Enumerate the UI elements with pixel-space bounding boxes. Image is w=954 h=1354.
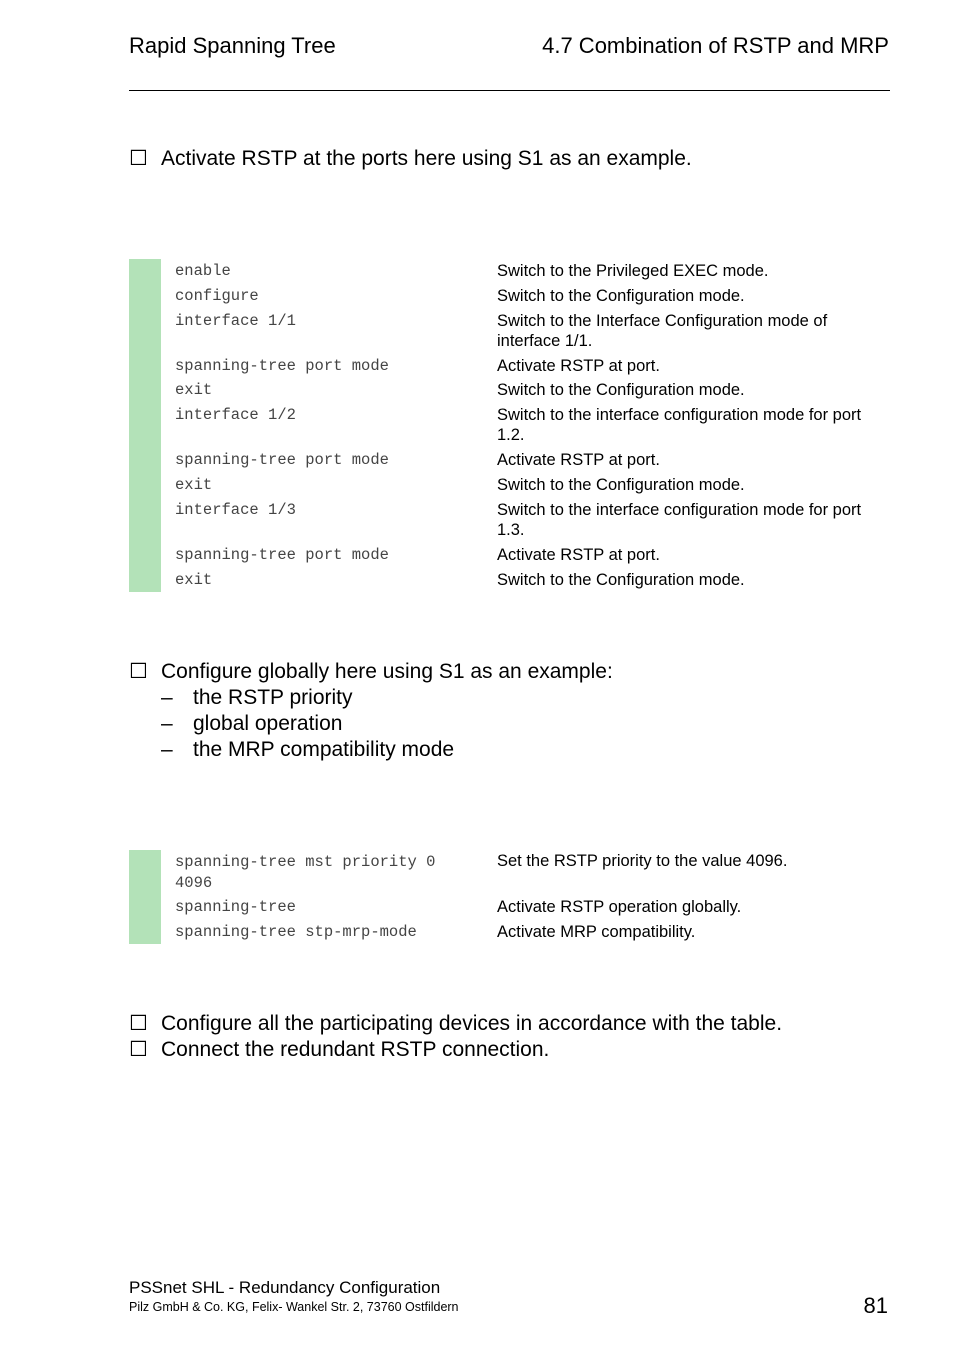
command-description: Switch to the Configuration mode. (497, 476, 745, 494)
command-description: Switch to the interface configuration mode for port 1.2. (497, 406, 862, 444)
command-description: Switch to the Privileged EXEC mode. (497, 262, 769, 280)
step-text: Activate RSTP at the ports here using S1 as an example. (161, 147, 692, 170)
checkbox-icon: ☐ (129, 1038, 148, 1061)
list-item: – global operation (161, 712, 343, 735)
checkbox-icon: ☐ (129, 660, 148, 683)
dash-icon: – (161, 686, 173, 709)
command-line: enable (175, 262, 231, 280)
command-description: Activate MRP compatibility. (497, 923, 696, 941)
checkbox-icon: ☐ (129, 147, 148, 170)
command-description: Switch to the interface configuration mode for port 1.3. (497, 501, 862, 539)
footer-title: PSSnet SHL - Redundancy Configuration (129, 1278, 441, 1297)
command-description: Set the RSTP priority to the value 4096. (497, 852, 788, 870)
step-configure-globally (129, 659, 613, 685)
command-line: spanning-tree stp-mrp-mode (175, 923, 417, 941)
command-description: Activate RSTP at port. (497, 357, 660, 375)
checkbox-icon: ☐ (129, 1012, 148, 1035)
dash-icon: – (161, 712, 173, 735)
command-description: Activate RSTP at port. (497, 451, 660, 469)
command-description: Activate RSTP at port. (497, 546, 660, 564)
header-rule (129, 90, 890, 91)
step-text: Configure globally here using S1 as an example: (161, 660, 613, 683)
command-line: exit (175, 381, 213, 399)
command-description: Switch to the Configuration mode. (497, 381, 745, 399)
code-block-bar (129, 850, 161, 944)
step-activate-rstp (129, 146, 692, 172)
command-line: interface 1/1 (175, 312, 296, 330)
command-line: configure (175, 287, 259, 305)
command-line: interface 1/2 (175, 406, 296, 424)
step-text: Connect the redundant RSTP connection. (161, 1038, 550, 1061)
running-header-chapter: Rapid Spanning Tree (129, 33, 336, 58)
list-item: – the RSTP priority (161, 686, 353, 709)
command-line: spanning-tree mst priority 0 (175, 853, 436, 871)
command-line-continuation: 4096 (175, 874, 213, 892)
command-line: spanning-tree port mode (175, 451, 389, 469)
step-text: Configure all the participating devices in accordance with the table. (161, 1012, 783, 1035)
step-connect-redundant (129, 1037, 549, 1063)
command-line: spanning-tree (175, 898, 296, 916)
command-description: Activate RSTP operation globally. (497, 898, 742, 916)
code-block-bar (129, 259, 161, 592)
command-line: interface 1/3 (175, 501, 296, 519)
command-description: Switch to the Interface Configuration mode of interface 1/1. (497, 312, 828, 350)
footer-address: Pilz GmbH & Co. KG, Felix- Wankel Str. 2, 73760 Ostfildern (129, 1300, 459, 1314)
command-line: spanning-tree port mode (175, 546, 389, 564)
command-line: exit (175, 571, 213, 589)
command-description: Switch to the Configuration mode. (497, 287, 745, 305)
command-line: spanning-tree port mode (175, 357, 389, 375)
list-item: – the MRP compatibility mode (161, 738, 455, 761)
command-description: Switch to the Configuration mode. (497, 571, 745, 589)
dash-icon: – (161, 738, 173, 761)
step-configure-devices (129, 1011, 782, 1037)
page-number: 81 (863, 1293, 888, 1318)
running-header-section: 4.7 Combination of RSTP and MRP (542, 33, 889, 58)
command-line: exit (175, 476, 213, 494)
